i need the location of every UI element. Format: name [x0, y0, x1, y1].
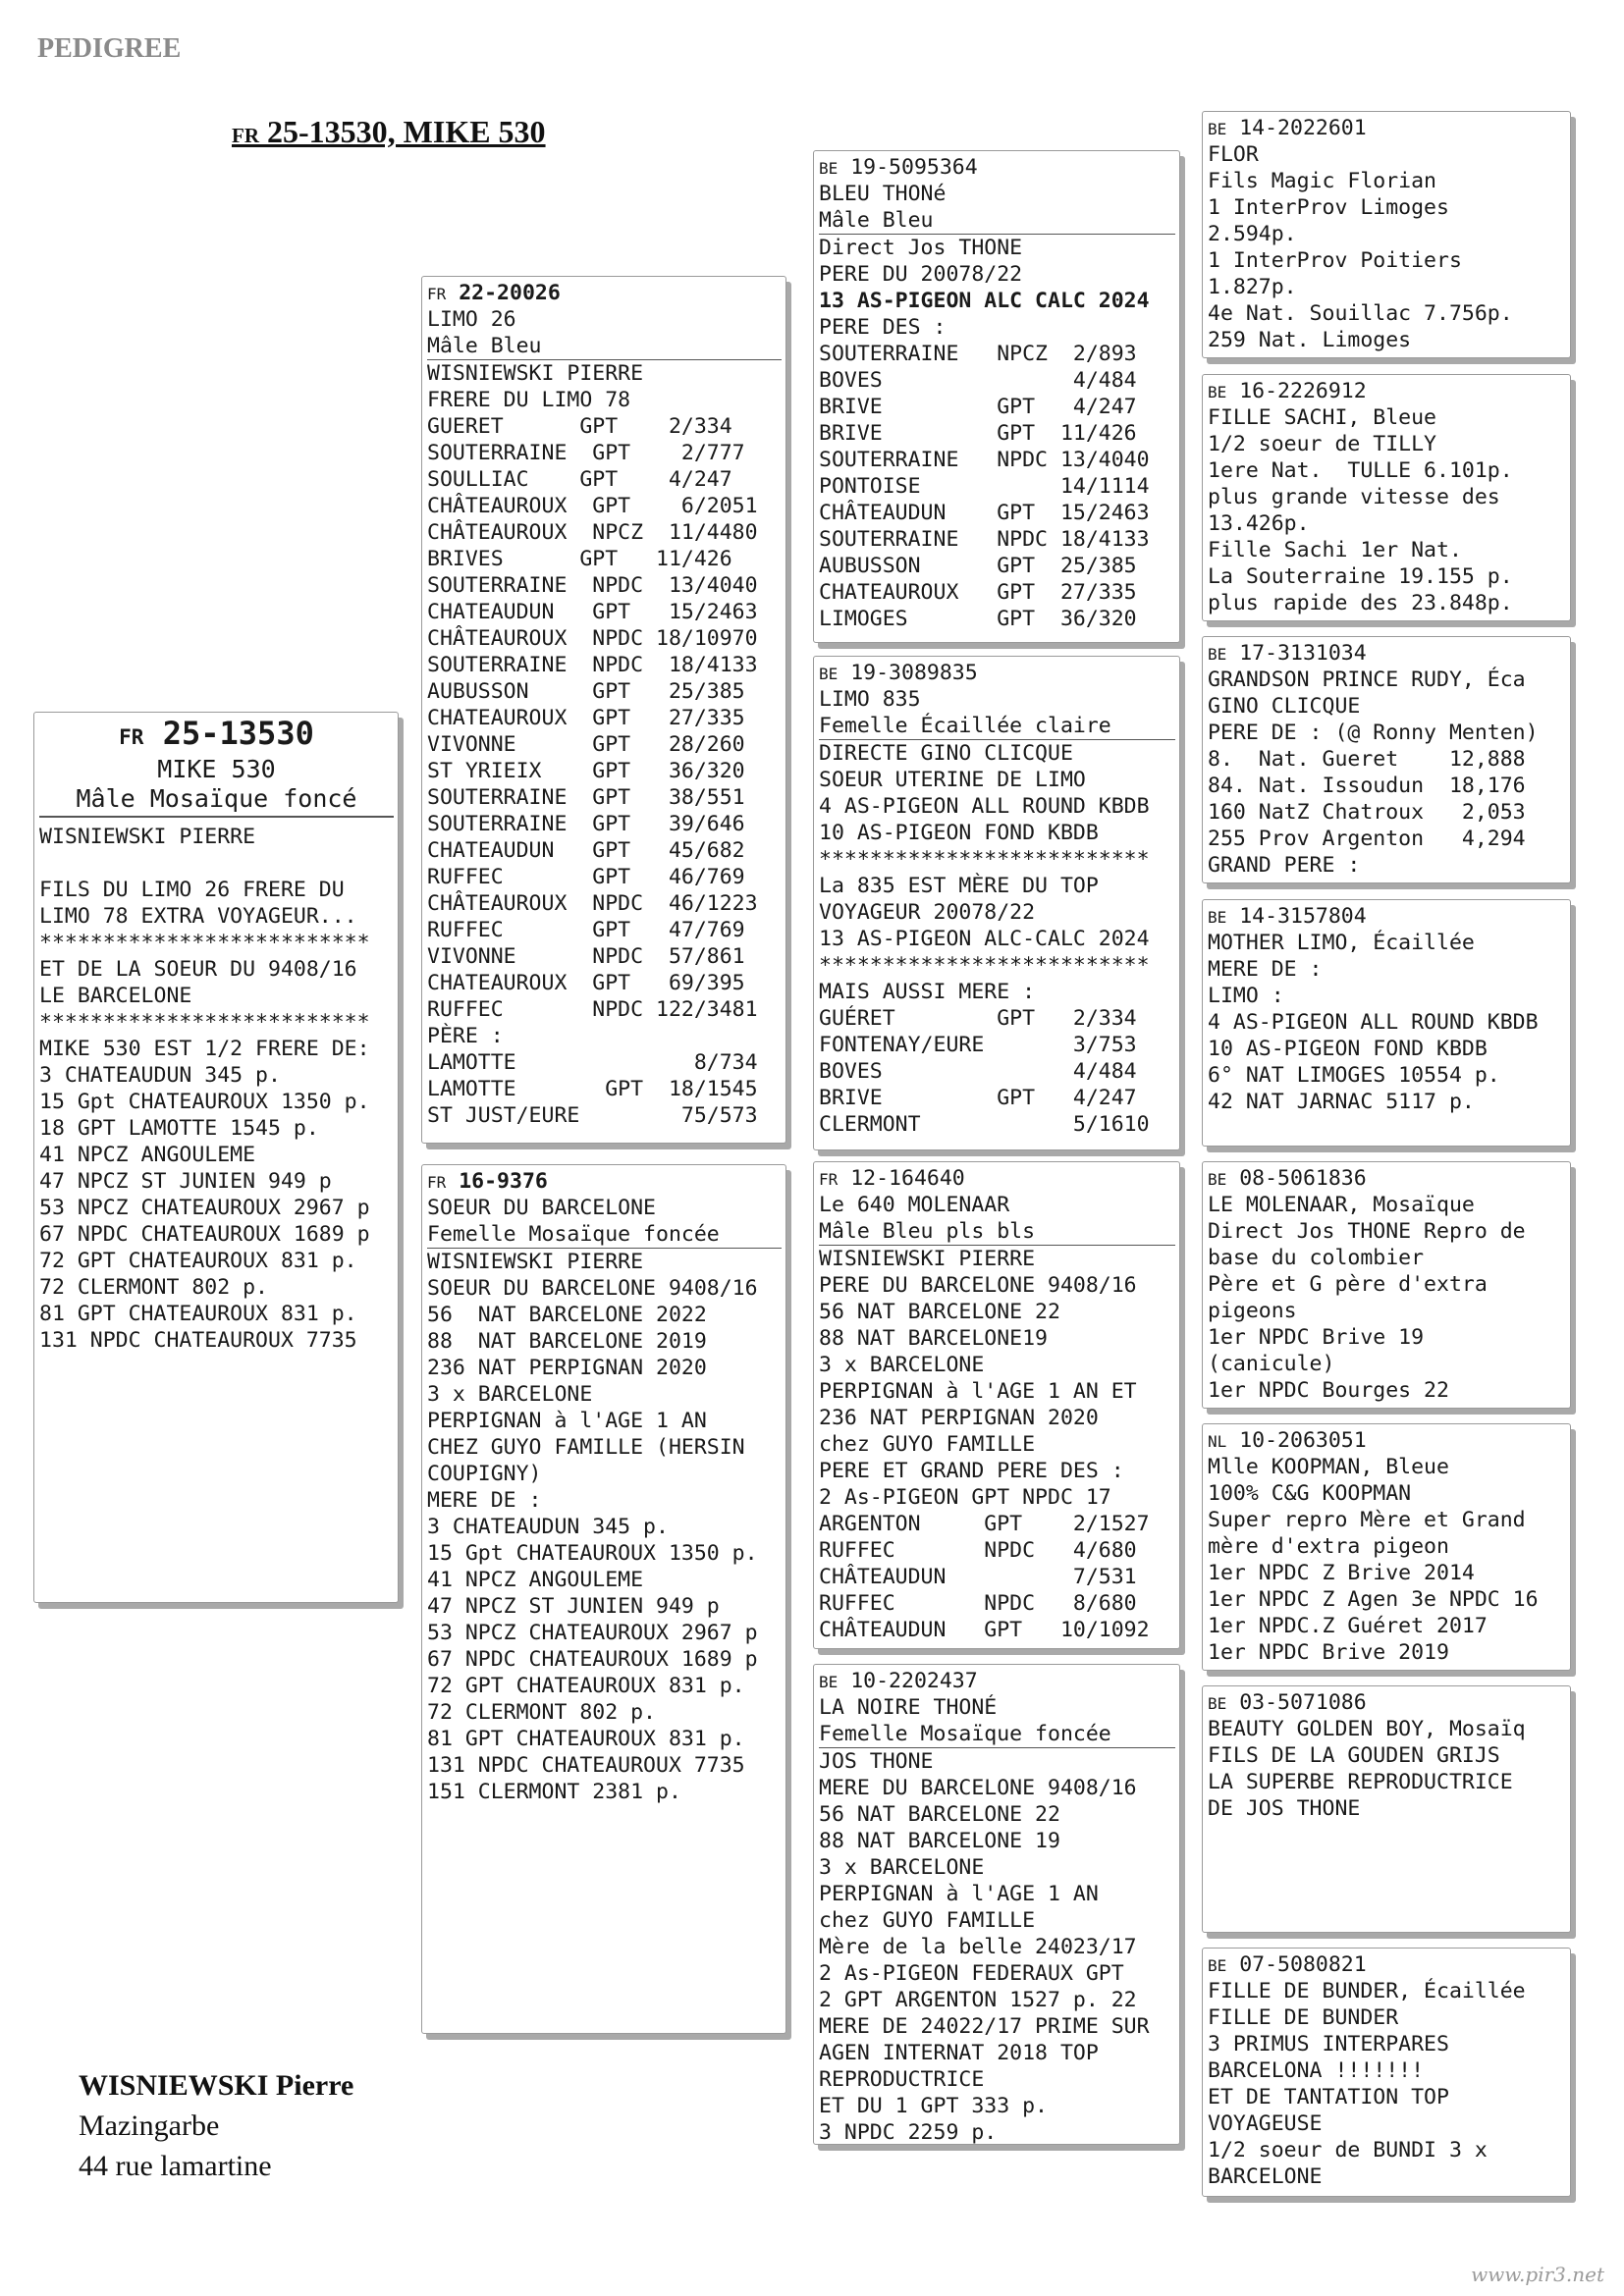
text-line: 236 NAT PERPIGNAN 2020	[819, 1406, 1099, 1430]
text-line: LIMO :	[1208, 984, 1284, 1008]
text-line: VIVONNE GPT 28/260	[427, 732, 745, 757]
text-line: SOUTERRAINE NPDC 18/4133	[819, 527, 1150, 552]
dam-sire-color: Mâle Bleu pls bls	[819, 1218, 1175, 1246]
ggp-ring: 07-5080821	[1239, 1952, 1367, 1977]
text-line: MERE DE :	[1208, 957, 1323, 982]
text-line: 2 GPT ARGENTON 1527 p. 22	[819, 1988, 1137, 2012]
sire-sire-lines	[819, 235, 1175, 632]
text-line: Direct Jos THONE	[819, 236, 1023, 260]
ggp-ring-line	[1208, 1951, 1566, 1978]
text-line: PÈRE :	[427, 1024, 504, 1048]
text-line: 131 NPDC CHATEAUROUX 7735	[39, 1328, 357, 1353]
text-line: RUFFEC GPT 46/769	[427, 865, 745, 889]
text-line: BARCELONA !!!!!!!	[1208, 2058, 1425, 2083]
text-line: 81 GPT CHATEAUROUX 831 p.	[39, 1302, 357, 1326]
text-line: 56 NAT BARCELONE 22	[819, 1300, 1060, 1324]
text-line: GRAND PERE :	[1208, 853, 1361, 878]
text-line: 4 AS-PIGEON ALL ROUND KBDB	[1208, 1010, 1539, 1035]
watermark: www.pir3.net	[1471, 2263, 1604, 2286]
text-line: 1 InterProv Poitiers	[1208, 248, 1462, 273]
text-line: CHATEAUROUX GPT 27/335	[427, 706, 745, 730]
text-line: 41 NPCZ ANGOULEME	[39, 1143, 256, 1167]
text-line: Super repro Mère et Grand	[1208, 1508, 1526, 1532]
text-line: 131 NPDC CHATEAUROUX 7735	[427, 1753, 745, 1778]
dam-color: Femelle Mosaïque foncée	[427, 1221, 782, 1249]
text-line: VOYAGEUSE	[1208, 2111, 1323, 2136]
ggp-ring-line	[1208, 1689, 1566, 1716]
text-line: CHÂTEAUDUN GPT 15/2463	[819, 501, 1150, 525]
text-line: plus grande vitesse des	[1208, 485, 1500, 509]
text-line: PERE DU BARCELONE 9408/16	[819, 1273, 1137, 1298]
text-line: CHÂTEAUROUX NPDC 46/1223	[427, 891, 758, 916]
text-line: SOULLIAC GPT 4/247	[427, 467, 732, 492]
ggp-ring-line	[1208, 378, 1566, 404]
ggp-ring-line	[1208, 115, 1566, 141]
main-ring-text: 25-13530, MIKE 530	[267, 114, 546, 149]
text-line: FONTENAY/EURE 3/753	[819, 1033, 1137, 1057]
ggp-ring-line	[1208, 903, 1566, 930]
text-line: BRIVES GPT 11/426	[427, 547, 732, 571]
text-line: RUFFEC NPDC 8/680	[819, 1591, 1137, 1616]
text-line: PERE DE : (@ Ronny Menten)	[1208, 721, 1539, 745]
dam-sire-card	[813, 1161, 1180, 1649]
sire-sire-country: BE	[819, 159, 839, 178]
text-line: 160 NatZ Chatroux 2,053	[1208, 800, 1526, 825]
sire-sire-color: Mâle Bleu	[819, 207, 1175, 235]
dam-lines	[427, 1249, 782, 1805]
text-line: Mlle KOOPMAN, Bleue	[1208, 1455, 1449, 1479]
ggp-country: BE	[1208, 1170, 1227, 1189]
text-line: CHÂTEAUROUX NPDC 18/10970	[427, 626, 758, 651]
text-line: FILLE SACHI, Bleue	[1208, 405, 1436, 430]
text-line: FRERE DU LIMO 78	[427, 388, 631, 412]
text-line: PERPIGNAN à l'AGE 1 AN	[819, 1882, 1099, 1906]
text-line: BOVES 4/484	[819, 368, 1137, 393]
text-line: PERPIGNAN à l'AGE 1 AN	[427, 1409, 707, 1433]
text-line: BRIVE GPT 11/426	[819, 421, 1137, 446]
text-line: COUPIGNY)	[427, 1462, 542, 1486]
text-line: 18 GPT LAMOTTE 1545 p.	[39, 1116, 319, 1141]
ggp-card-8	[1202, 1948, 1571, 2197]
text-line: VOYAGEUR 20078/22	[819, 900, 1036, 925]
ggp-country: BE	[1208, 645, 1227, 664]
text-line: 1er NPDC Brive 2019	[1208, 1640, 1449, 1665]
ggp-lines	[1208, 1192, 1566, 1404]
owner-name: WISNIEWSKI Pierre	[79, 2069, 354, 2102]
text-line: 100% C&G KOOPMAN	[1208, 1481, 1412, 1506]
text-line: LE BARCELONE	[39, 984, 192, 1008]
ggp-ring-line	[1208, 1165, 1566, 1192]
text-line: ARGENTON GPT 2/1527	[819, 1512, 1150, 1536]
owner-block	[79, 2065, 353, 2186]
sire-dam-name: LIMO 835	[819, 687, 921, 712]
text-line: FILS DE LA GOUDEN GRIJS	[1208, 1743, 1500, 1768]
text-line: 259 Nat. Limoges	[1208, 328, 1412, 352]
text-line: ET DE LA SOEUR DU 9408/16	[39, 957, 357, 982]
sire-dam-card	[813, 656, 1180, 1150]
text-line: SOUTERRAINE GPT 38/551	[427, 785, 745, 810]
subject-country: FR	[119, 725, 144, 749]
text-line: CHÂTEAUDUN GPT 10/1092	[819, 1618, 1150, 1642]
text-line: CHATEAUROUX GPT 69/395	[427, 971, 745, 995]
text-line: Père et G père d'extra	[1208, 1272, 1488, 1297]
subject-name: MIKE 530	[157, 755, 276, 783]
text-line: 1/2 soeur de TILLY	[1208, 432, 1436, 456]
text-line: **************************	[819, 847, 1150, 872]
text-line: (canicule)	[1208, 1352, 1335, 1376]
text-line: MIKE 530 EST 1/2 FRERE DE:	[39, 1037, 370, 1061]
text-line: chez GUYO FAMILLE	[819, 1432, 1036, 1457]
text-line: ET DE TANTATION TOP	[1208, 2085, 1449, 2109]
dam-ring-line	[427, 1168, 782, 1195]
text-line: FILLE DE BUNDER	[1208, 2005, 1399, 2030]
ggp-card-3	[1202, 636, 1571, 883]
text-line: LIMOGES GPT 36/320	[819, 607, 1137, 631]
page-title: PEDIGREE	[37, 33, 182, 64]
text-line: 15 Gpt CHATEAUROUX 1350 p.	[39, 1090, 370, 1114]
ggp-ring: 10-2063051	[1239, 1428, 1367, 1453]
sire-dam-ring: 19-3089835	[850, 661, 978, 685]
text-line: PERPIGNAN à l'AGE 1 AN ET	[819, 1379, 1137, 1404]
ggp-lines	[1208, 930, 1566, 1115]
text-line: 72 CLERMONT 802 p.	[427, 1700, 656, 1725]
text-line: CHATEAUROUX GPT 27/335	[819, 580, 1137, 605]
text-line: DIRECTE GINO CLICQUE	[819, 741, 1073, 766]
text-line: 41 NPCZ ANGOULEME	[427, 1568, 644, 1592]
text-line: VIVONNE NPDC 57/861	[427, 944, 745, 969]
dam-sire-name: Le 640 MOLENAAR	[819, 1193, 1010, 1217]
text-line: 236 NAT PERPIGNAN 2020	[427, 1356, 707, 1380]
ggp-country: BE	[1208, 120, 1227, 138]
text-line: CHÂTEAUROUX NPCZ 11/4480	[427, 520, 758, 545]
ggp-country: BE	[1208, 1956, 1227, 1975]
sire-country: FR	[427, 285, 447, 303]
text-line: PERE ET GRAND PERE DES :	[819, 1459, 1124, 1483]
text-line: AUBUSSON GPT 25/385	[819, 554, 1137, 578]
ggp-ring-line	[1208, 1427, 1566, 1454]
text-line: 2 As-PIGEON GPT NPDC 17	[819, 1485, 1111, 1510]
text-line: plus rapide des 23.848p.	[1208, 591, 1513, 615]
text-line: 3 x BARCELONE	[427, 1382, 593, 1407]
ggp-card-5	[1202, 1161, 1571, 1409]
text-line: 53 NPCZ CHATEAUROUX 2967 p	[427, 1621, 758, 1645]
dam-dam-color: Femelle Mosaïque foncée	[819, 1721, 1175, 1748]
owner-city: Mazingarbe	[79, 2109, 220, 2142]
text-line: WISNIEWSKI PIERRE	[427, 1250, 644, 1274]
text-line: PONTOISE 14/1114	[819, 474, 1150, 499]
ggp-lines	[1208, 1454, 1566, 1666]
text-line: FLOR	[1208, 142, 1259, 167]
text-line: 56 NAT BARCELONE 22	[819, 1802, 1060, 1827]
text-line: FILS DU LIMO 26 FRERE DU	[39, 878, 345, 902]
text-line: ET DU 1 GPT 333 p.	[819, 2094, 1048, 2118]
ggp-country: BE	[1208, 1694, 1227, 1713]
dam-sire-country: FR	[819, 1170, 839, 1189]
dam-dam-ring-line	[819, 1668, 1175, 1694]
text-line: SOUTERRAINE NPDC 13/4040	[427, 573, 758, 598]
text-line: CHATEAUDUN GPT 15/2463	[427, 600, 758, 624]
text-line: 1/2 soeur de BUNDI 3 x	[1208, 2138, 1488, 2163]
text-line: 88 NAT BARCELONE19	[819, 1326, 1048, 1351]
text-line: 10 AS-PIGEON FOND KBDB	[819, 821, 1099, 845]
text-line: Direct Jos THONE Repro de	[1208, 1219, 1526, 1244]
text-line: base du colombier	[1208, 1246, 1425, 1270]
ggp-lines	[1208, 141, 1566, 353]
text-line: CHATEAUDUN GPT 45/682	[427, 838, 745, 863]
text-line: FILLE DE BUNDER, Écaillée	[1208, 1979, 1526, 2003]
text-line: 2.594p.	[1208, 222, 1297, 246]
text-line: 42 NAT JARNAC 5117 p.	[1208, 1090, 1475, 1114]
text-line: RUFFEC NPDC 4/680	[819, 1538, 1137, 1563]
subject-lines	[39, 824, 394, 1354]
text-line: WISNIEWSKI PIERRE	[819, 1247, 1036, 1271]
ggp-ring: 14-3157804	[1239, 904, 1367, 929]
text-line: SOUTERRAINE NPCZ 2/893	[819, 342, 1137, 366]
text-line: 15 Gpt CHATEAUROUX 1350 p.	[427, 1541, 758, 1566]
text-line: 1er NPDC Z Agen 3e NPDC 16	[1208, 1587, 1539, 1612]
ggp-country: BE	[1208, 383, 1227, 401]
text-line: BARCELONE	[1208, 2164, 1323, 2189]
text-line: 1er NPDC.Z Guéret 2017	[1208, 1614, 1488, 1638]
sire-dam-lines	[819, 740, 1175, 1138]
text-line: LAMOTTE 8/734	[427, 1050, 758, 1075]
text-line: 1er NPDC Brive 19	[1208, 1325, 1425, 1350]
text-line: WISNIEWSKI PIERRE	[427, 361, 644, 386]
text-line: PERE DU 20078/22	[819, 262, 1023, 287]
dam-dam-lines	[819, 1748, 1175, 2145]
text-line: 88 NAT BARCELONE 19	[819, 1829, 1060, 1853]
text-line: 81 GPT CHATEAUROUX 831 p.	[427, 1727, 745, 1751]
text-line: BOVES 4/484	[819, 1059, 1137, 1084]
subject-divider	[39, 816, 394, 818]
text-line: 4e Nat. Souillac 7.756p.	[1208, 301, 1513, 326]
text-line: SOUTERRAINE NPDC 13/4040	[819, 448, 1150, 472]
text-line: 151 CLERMONT 2381 p.	[427, 1780, 681, 1804]
text-line: SOUTERRAINE NPDC 18/4133	[427, 653, 758, 677]
text-line: LAMOTTE GPT 18/1545	[427, 1077, 758, 1101]
text-line: 8. Nat. Gueret 12,888	[1208, 747, 1526, 772]
sire-color: Mâle Bleu	[427, 333, 782, 360]
text-line: **************************	[39, 931, 370, 955]
text-line	[39, 850, 394, 877]
main-ring-heading	[232, 114, 546, 150]
text-line: La 835 EST MÈRE DU TOP	[819, 874, 1099, 898]
ggp-ring: 14-2022601	[1239, 116, 1367, 140]
text-line: 13.426p.	[1208, 511, 1310, 536]
subject-card	[33, 712, 399, 1603]
text-line: mère d'extra pigeon	[1208, 1534, 1449, 1559]
text-line: 88 NAT BARCELONE 2019	[427, 1329, 707, 1354]
ggp-ring: 16-2226912	[1239, 379, 1367, 403]
text-line: 47 NPCZ ST JUNIEN 949 p	[39, 1169, 332, 1194]
sire-name: LIMO 26	[427, 307, 516, 332]
text-line: 1er NPDC Bourges 22	[1208, 1378, 1449, 1403]
text-line: 67 NPDC CHATEAUROUX 1689 p	[39, 1222, 370, 1247]
text-line: WISNIEWSKI PIERRE	[39, 825, 256, 849]
text-line: MERE DU BARCELONE 9408/16	[819, 1776, 1137, 1800]
text-line: 1er NPDC Z Brive 2014	[1208, 1561, 1475, 1585]
dam-dam-country: BE	[819, 1673, 839, 1691]
text-line: PERE DES :	[819, 315, 947, 340]
text-line: ST YRIEIX GPT 36/320	[427, 759, 745, 783]
ggp-card-2	[1202, 374, 1571, 621]
text-line: GUÉRET GPT 2/334	[819, 1006, 1137, 1031]
text-line: 3 x BARCELONE	[819, 1353, 985, 1377]
text-line: CLERMONT 5/1610	[819, 1112, 1150, 1137]
text-line: SOUTERRAINE GPT 39/646	[427, 812, 745, 836]
ggp-ring-line	[1208, 640, 1566, 667]
text-line: BEAUTY GOLDEN BOY, Mosaïq	[1208, 1717, 1526, 1741]
ggp-card-1	[1202, 111, 1571, 358]
sire-sire-card	[813, 150, 1180, 643]
text-line: GRANDSON PRINCE RUDY, Éca	[1208, 667, 1526, 692]
sire-lines	[427, 360, 782, 1129]
dam-sire-ring: 12-164640	[850, 1166, 965, 1191]
text-line: MAIS AUSSI MERE :	[819, 980, 1036, 1004]
dam-name: SOEUR DU BARCELONE	[427, 1196, 656, 1220]
ggp-card-6	[1202, 1423, 1571, 1671]
text-line: 255 Prov Argenton 4,294	[1208, 827, 1526, 851]
subject-color: Mâle Mosaïque foncé	[76, 784, 357, 813]
text-line: 13 AS-PIGEON ALC CALC 2024	[819, 289, 1150, 313]
dam-dam-name: LA NOIRE THONÉ	[819, 1695, 998, 1720]
text-line: DE JOS THONE	[1208, 1796, 1361, 1821]
sire-dam-color: Femelle Écaillée claire	[819, 713, 1175, 740]
text-line: chez GUYO FAMILLE	[819, 1908, 1036, 1933]
text-line: 3 PRIMUS INTERPARES	[1208, 2032, 1449, 2056]
text-line: 3 CHATEAUDUN 345 p.	[39, 1063, 281, 1088]
dam-country: FR	[427, 1173, 447, 1192]
ggp-lines	[1208, 667, 1566, 879]
text-line: SOEUR UTERINE DE LIMO	[819, 768, 1086, 792]
text-line: 2 As-PIGEON FEDERAUX GPT	[819, 1961, 1124, 1986]
dam-ring: 16-9376	[459, 1169, 548, 1194]
ggp-country: NL	[1208, 1432, 1227, 1451]
ggp-country: BE	[1208, 908, 1227, 927]
text-line: 72 CLERMONT 802 p.	[39, 1275, 268, 1300]
text-line: 47 NPCZ ST JUNIEN 949 p	[427, 1594, 720, 1619]
text-line: 3 NPDC 2259 p.	[819, 2120, 998, 2145]
text-line: REPRODUCTRICE	[819, 2067, 985, 2092]
text-line: LE MOLENAAR, Mosaïque	[1208, 1193, 1475, 1217]
sire-dam-ring-line	[819, 660, 1175, 686]
sire-ring-line	[427, 280, 782, 306]
text-line: CHÂTEAUDUN 7/531	[819, 1565, 1137, 1589]
text-line: 56 NAT BARCELONE 2022	[427, 1303, 707, 1327]
ggp-lines	[1208, 1978, 1566, 2190]
ggp-card-7	[1202, 1685, 1571, 1933]
text-line: GUERET GPT 2/334	[427, 414, 732, 439]
text-line: CHEZ GUYO FAMILLE (HERSIN	[427, 1435, 745, 1460]
text-line: 3 x BARCELONE	[819, 1855, 985, 1880]
dam-sire-lines	[819, 1246, 1175, 1643]
text-line: 84. Nat. Issoudun 18,176	[1208, 774, 1526, 798]
text-line: MERE DE 24022/17 PRIME SUR	[819, 2014, 1150, 2039]
text-line: RUFFEC GPT 47/769	[427, 918, 745, 942]
text-line: CHÂTEAUROUX GPT 6/2051	[427, 494, 758, 518]
text-line: 4 AS-PIGEON ALL ROUND KBDB	[819, 794, 1150, 819]
ggp-ring: 03-5071086	[1239, 1690, 1367, 1715]
text-line: GINO CLICQUE	[1208, 694, 1361, 719]
text-line: BRIVE GPT 4/247	[819, 395, 1137, 419]
main-ring-country: FR	[232, 124, 259, 147]
text-line: pigeons	[1208, 1299, 1297, 1323]
text-line: 6° NAT LIMOGES 10554 p.	[1208, 1063, 1500, 1088]
text-line: La Souterraine 19.155 p.	[1208, 564, 1513, 589]
text-line: Mère de la belle 24023/17	[819, 1935, 1137, 1959]
ggp-ring: 08-5061836	[1239, 1166, 1367, 1191]
ggp-lines	[1208, 1716, 1566, 1822]
dam-sire-ring-line	[819, 1165, 1175, 1192]
text-line: 72 GPT CHATEAUROUX 831 p.	[427, 1674, 745, 1698]
dam-dam-ring: 10-2202437	[850, 1669, 978, 1693]
text-line: **************************	[819, 953, 1150, 978]
dam-dam-card	[813, 1664, 1180, 2145]
text-line: 72 GPT CHATEAUROUX 831 p.	[39, 1249, 357, 1273]
ggp-lines	[1208, 404, 1566, 616]
text-line: MOTHER LIMO, Écaillée	[1208, 931, 1475, 955]
sire-ring: 22-20026	[459, 281, 561, 305]
text-line: LA SUPERBE REPRODUCTRICE	[1208, 1770, 1513, 1794]
text-line: 3 CHATEAUDUN 345 p.	[427, 1515, 669, 1539]
text-line: 53 NPCZ CHATEAUROUX 2967 p	[39, 1196, 370, 1220]
text-line: 13 AS-PIGEON ALC-CALC 2024	[819, 927, 1150, 951]
text-line: 10 AS-PIGEON FOND KBDB	[1208, 1037, 1488, 1061]
text-line: Fille Sachi 1er Nat.	[1208, 538, 1462, 562]
text-line: BRIVE GPT 4/247	[819, 1086, 1137, 1110]
text-line: SOUTERRAINE GPT 2/777	[427, 441, 745, 465]
ggp-card-4	[1202, 899, 1571, 1147]
subject-ring-line	[39, 716, 394, 755]
text-line: JOS THONE	[819, 1749, 934, 1774]
text-line: Fils Magic Florian	[1208, 169, 1436, 193]
sire-sire-ring-line	[819, 154, 1175, 181]
text-line: 67 NPDC CHATEAUROUX 1689 p	[427, 1647, 758, 1672]
text-line: 1 InterProv Limoges	[1208, 195, 1449, 220]
text-line: MERE DE :	[427, 1488, 542, 1513]
text-line: 1ere Nat. TULLE 6.101p.	[1208, 458, 1513, 483]
sire-dam-country: BE	[819, 665, 839, 683]
sire-sire-name: BLEU THONé	[819, 182, 947, 206]
dam-card	[421, 1164, 786, 2034]
text-line: AGEN INTERNAT 2018 TOP	[819, 2041, 1099, 2065]
sire-sire-ring: 19-5095364	[850, 155, 978, 180]
subject-ring: 25-13530	[162, 715, 314, 752]
text-line: 1.827p.	[1208, 275, 1297, 299]
text-line: ST JUST/EURE 75/573	[427, 1103, 758, 1128]
text-line: LIMO 78 EXTRA VOYAGEUR...	[39, 904, 357, 929]
text-line: SOEUR DU BARCELONE 9408/16	[427, 1276, 758, 1301]
owner-address: 44 rue lamartine	[79, 2150, 272, 2182]
ggp-ring: 17-3131034	[1239, 641, 1367, 666]
sire-card	[421, 276, 786, 1144]
text-line: RUFFEC NPDC 122/3481	[427, 997, 758, 1022]
text-line: AUBUSSON GPT 25/385	[427, 679, 745, 704]
text-line: **************************	[39, 1010, 370, 1035]
